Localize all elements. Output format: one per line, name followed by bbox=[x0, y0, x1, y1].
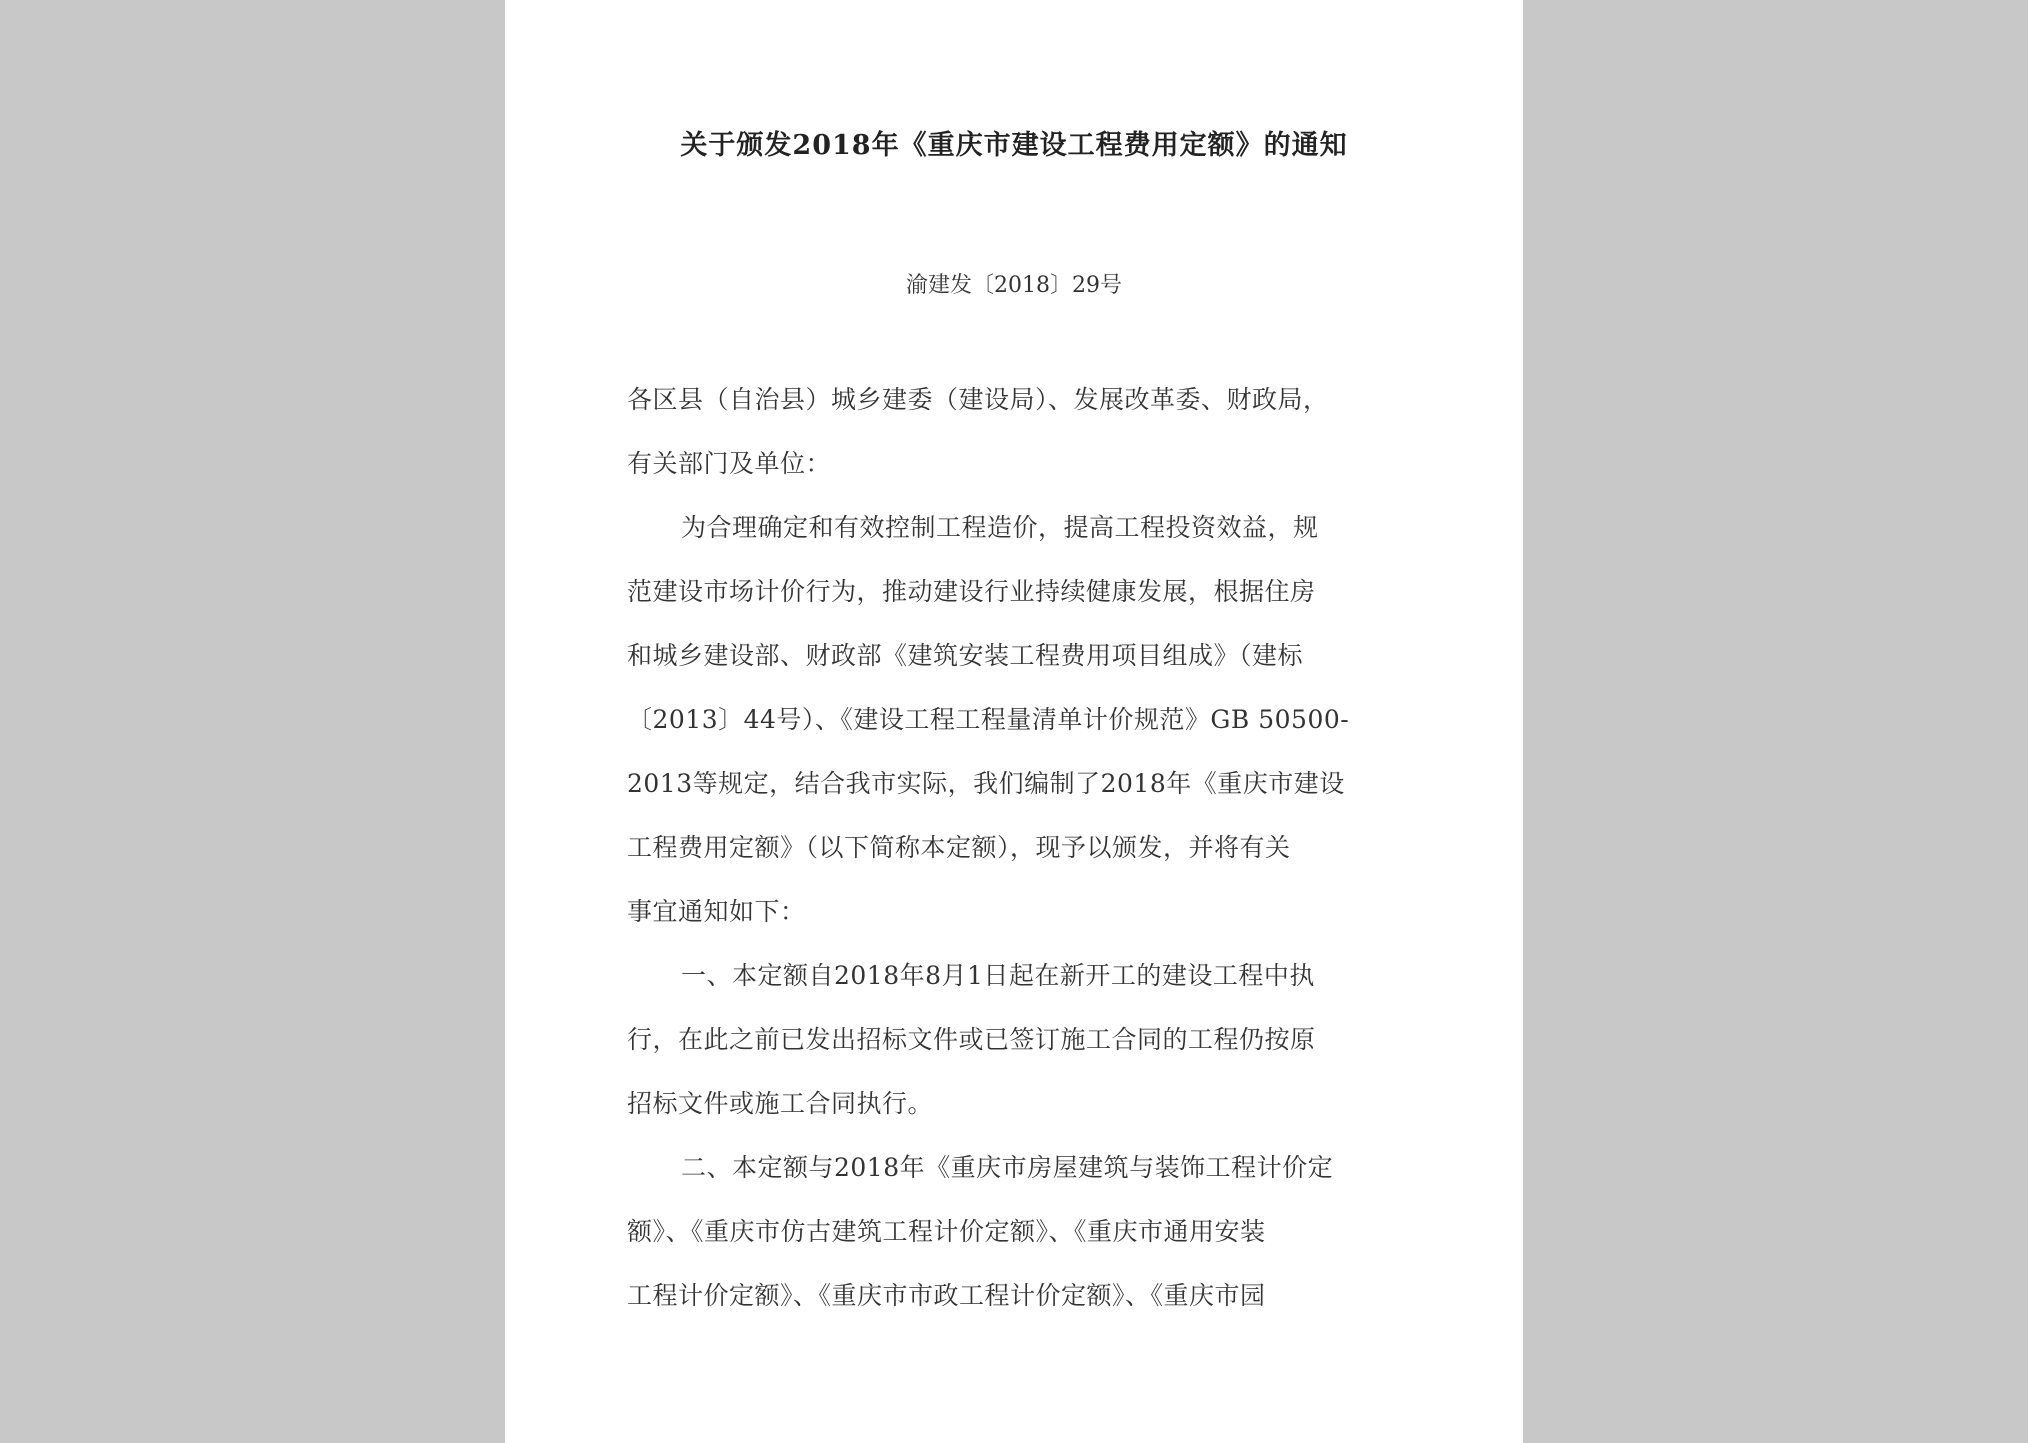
paragraph-line: 和城乡建设部、财政部《建筑安装工程费用项目组成》（建标 bbox=[627, 641, 1304, 670]
paragraph-line: 工程计价定额》、《重庆市市政工程计价定额》、《重庆市园 bbox=[627, 1281, 1266, 1310]
paragraph-line: 工程费用定额》（以下简称本定额），现予以颁发，并将有关 bbox=[627, 833, 1291, 862]
paragraph-line: 额》、《重庆市仿古建筑工程计价定额》、《重庆市通用安装 bbox=[627, 1217, 1266, 1246]
document-number: 渝建发〔2018〕29号 bbox=[906, 273, 1122, 298]
paragraph-line: 行，在此之前已发出招标文件或已签订施工合同的工程仍按原 bbox=[627, 1025, 1316, 1054]
paragraph-line: 事宜通知如下： bbox=[627, 897, 806, 926]
paragraph-line: 范建设市场计价行为，推动建设行业持续健康发展，根据住房 bbox=[627, 577, 1316, 606]
paragraph-line: 为合理确定和有效控制工程造价，提高工程投资效益，规 bbox=[681, 513, 1319, 542]
document-page bbox=[505, 0, 1523, 1443]
paragraph-line: 一、本定额自2018年8月1日起在新开工的建设工程中执 bbox=[681, 961, 1315, 990]
addressee-line: 有关部门及单位： bbox=[627, 449, 832, 478]
addressee-line: 各区县（自治县）城乡建委（建设局）、发展改革委、财政局， bbox=[627, 385, 1329, 414]
paragraph-line: 2013等规定，结合我市实际，我们编制了2018年《重庆市建设 bbox=[627, 769, 1345, 798]
paragraph-line: 招标文件或施工合同执行。 bbox=[627, 1089, 934, 1118]
document-title: 关于颁发2018年《重庆市建设工程费用定额》的通知 bbox=[680, 130, 1348, 161]
paragraph-line: 二、本定额与2018年《重庆市房屋建筑与装饰工程计价定 bbox=[681, 1153, 1334, 1182]
paragraph-line: 〔2013〕44号）、《建设工程工程量清单计价规范》GB 50500- bbox=[627, 705, 1350, 734]
